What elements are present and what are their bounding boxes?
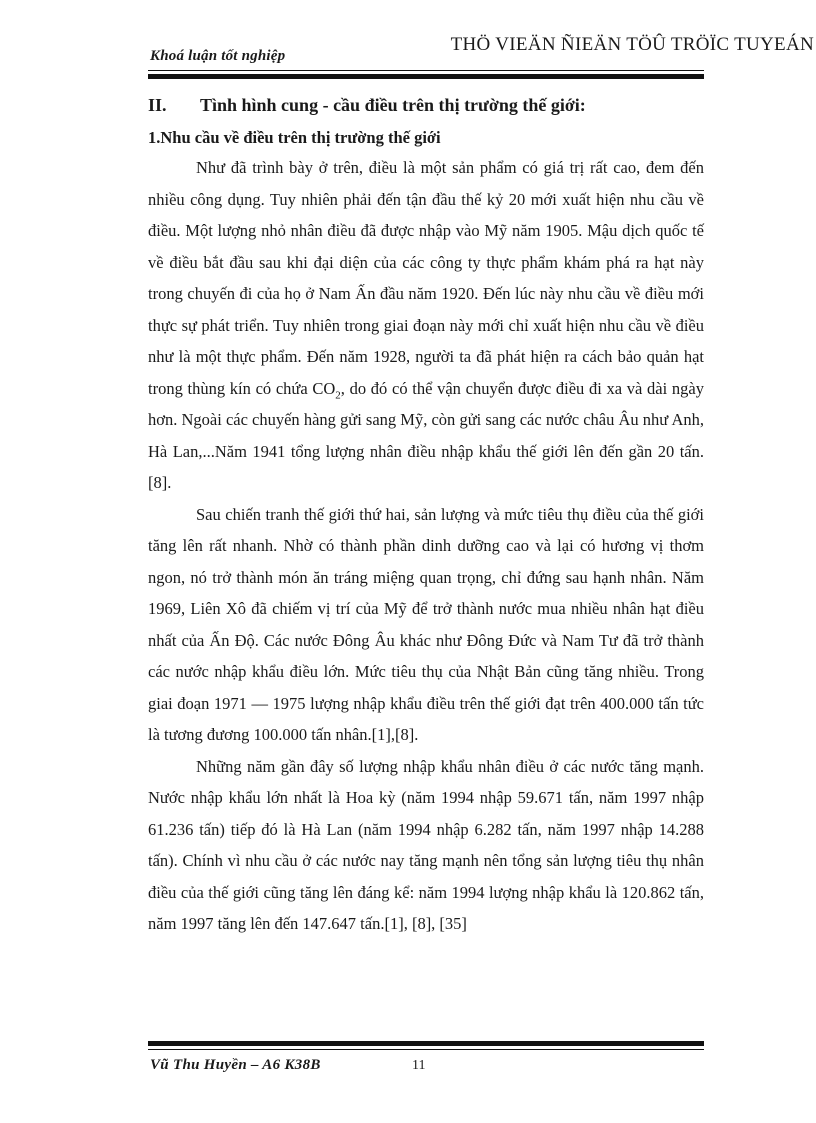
footer-rule-thick — [148, 1041, 704, 1046]
header-right-title: THÖ VIEÄN ÑIEÄN TÖÛ TRÖÏC TUYEÁN — [450, 34, 814, 55]
page-body — [148, 92, 704, 940]
footer-rule-thin — [148, 1049, 704, 1050]
paragraph-2: Sau chiến tranh thế giới thứ hai, sản lượng và mức tiêu thụ điều của thế giới tăng lên rất nhanh. Nhờ có thành phần dinh dưỡng cao và lại có hương vị thơm ngon, nó trở thành món ăn tráng miệng quan trọng, chỉ đứng sau hạnh nhân. Năm 1969, Liên Xô đã chiếm vị trí của Mỹ để trở thành nước mua nhiều nhân hạt điều nhất của Ấn Độ. Các nước Đông Âu khác như Đông Đức và Nam Tư đã trở thành các nước nhập khẩu điều lớn. Mức tiêu thụ của Nhật Bản cũng tăng nhiều. Trong giai đoạn 1971 — 1975 lượng nhập khẩu điều trên thế giới đạt trên 400.000 tấn tức là tương đương 100.000 tấn nhân.[1],[8]. — [148, 504, 704, 744]
co2-subscript: 2 — [335, 388, 341, 401]
header-left-title: Khoá luận tốt nghiệp — [150, 48, 286, 64]
section-title: Tình hình cung - cầu điều trên thị trường thế giới: — [200, 95, 586, 115]
paragraph-1 — [148, 152, 704, 499]
subsection-heading: 1.Nhu cầu về điều trên thị trường thế giới — [148, 128, 441, 147]
paragraph-1-text-a: Như đã trình bày ở trên, điều là một sản phẩm có giá trị rất cao, đem đến nhiều công dụng. Tuy nhiên phải đến tận đầu thế kỷ 20 mới xuất hiện nhu cầu về điều. Một lượng nhỏ nhân điều đã được nhập vào Mỹ năm 1905. Mậu dịch quốc tế về điều bắt đầu sau khi đại diện của các công ty thực phẩm khám phá ra hạt này trong chuyến đi của họ ở Nam Ấn đầu năm 1920. Đến lúc này nhu cầu về điều mới thực sự phát triển. Tuy nhiên trong giai đoạn này mới chỉ xuất hiện nhu cầu về điều như là một thực phẩm. Đến năm 1928, người ta đã phát hiện ra cách bảo quản hạt trong thùng kín có chứa CO — [148, 158, 704, 398]
header-rule-thin — [148, 70, 704, 71]
header-rule-thick — [148, 74, 704, 79]
page-number: 11 — [412, 1058, 426, 1073]
section-number: II. — [148, 95, 167, 115]
footer-author: Vũ Thu Huyền – A6 K38B — [150, 1057, 321, 1073]
paragraph-3: Những năm gần đây số lượng nhập khẩu nhân điều ở các nước tăng mạnh. Nước nhập khẩu lớn nhất là Hoa kỳ (năm 1994 nhập 59.671 tấn, năm 1997 nhập 61.236 tấn) tiếp đó là Hà Lan (năm 1994 nhập 6.282 tấn, năm 1997 nhập 14.288 tấn). Chính vì nhu cầu ở các nước nay tăng mạnh nên tổng sản lượng tiêu thụ nhân điều của thế giới cũng tăng lên đáng kể: năm 1994 lượng nhập khẩu là 120.862 tấn, năm 1997 tăng lên đến 147.647 tấn.[1], [8], [35] — [148, 756, 704, 933]
section-heading — [148, 92, 704, 118]
paragraph-1-text-b: , do đó có thể vận chuyển được điều đi xa và dài ngày hơn. Ngoài các chuyến hàng gửi sang Mỹ, còn gửi sang các nước châu Âu như Anh, Hà Lan,...Năm 1941 tổng lượng nhân điều nhập khẩu thế giới lên đến gần 20 tấn.[8]. — [148, 378, 704, 492]
